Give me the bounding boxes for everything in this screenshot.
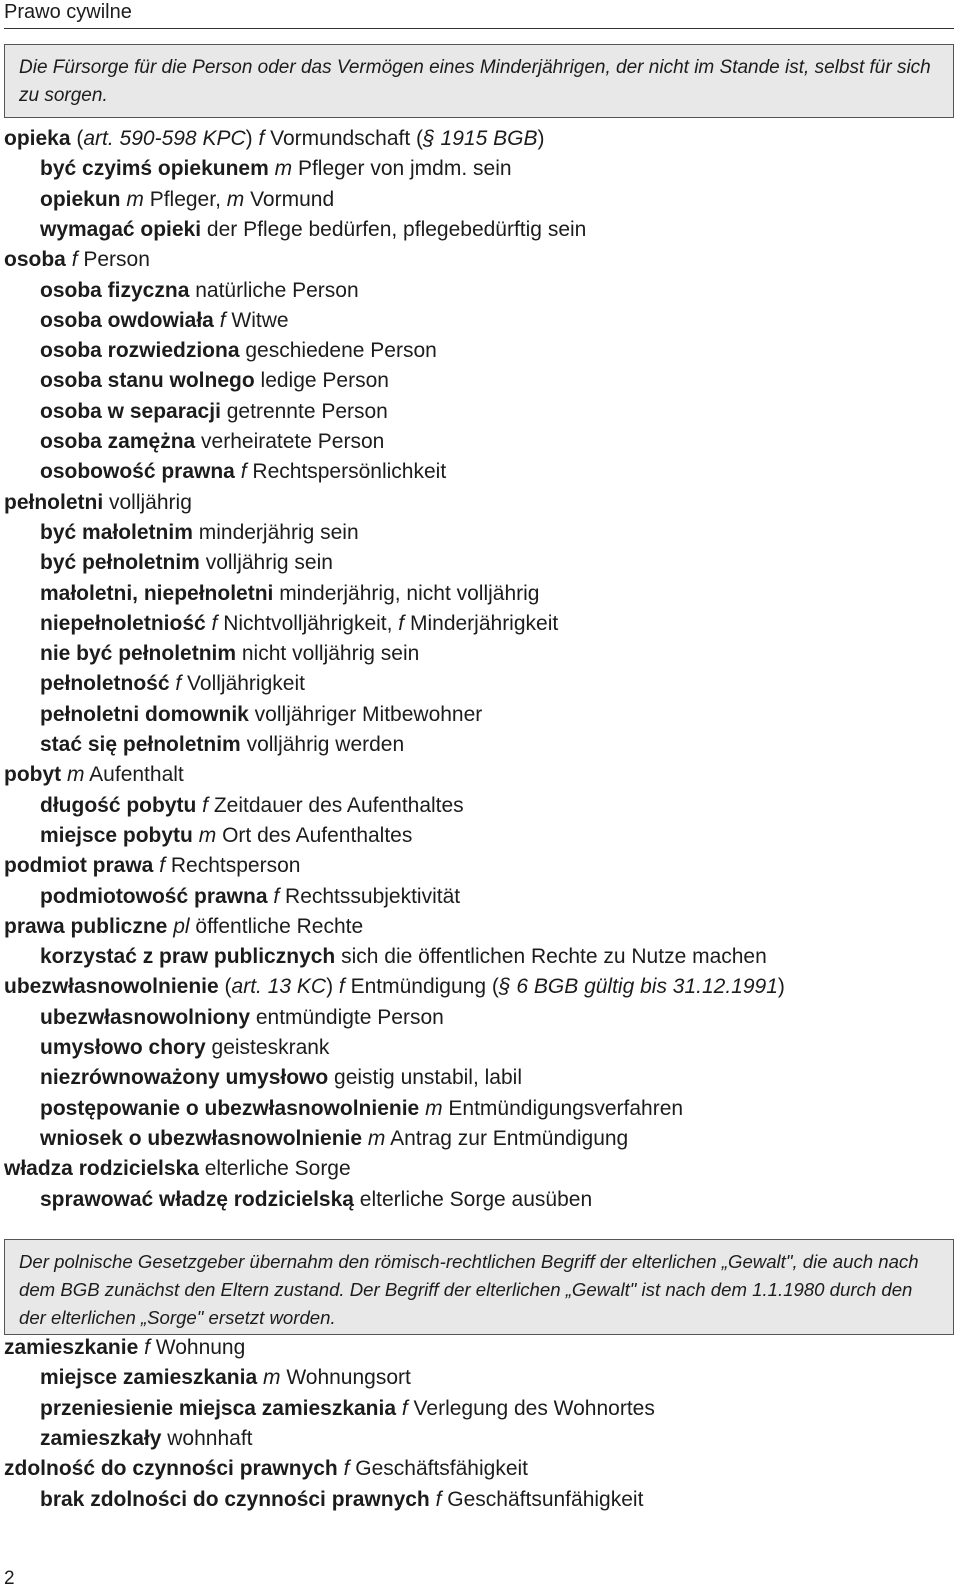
translation-text: Pfleger von jmdm. sein — [292, 157, 512, 181]
grammar-note: f — [343, 1457, 350, 1481]
translation-text: Witwe — [225, 308, 289, 332]
grammar-note: f — [202, 793, 209, 817]
headword-entry — [4, 247, 150, 273]
grammar-note: m — [198, 823, 217, 847]
term-polish: zamieszkały — [40, 1426, 162, 1450]
translation-text: geistig unstabil, labil — [328, 1066, 522, 1090]
grammar-note: f — [398, 611, 405, 635]
translation-text: Nichtvolljährigkeit, — [217, 611, 399, 635]
translation-text: Ort des Aufenthaltes — [216, 823, 413, 847]
term-polish: osoba w separacji — [40, 399, 221, 423]
translation-text: Rechtspersönlichkeit — [246, 460, 447, 484]
subentry — [40, 1487, 643, 1513]
translation-text: Antrag zur Entmündigung — [385, 1126, 629, 1150]
subentry — [40, 1426, 253, 1452]
note-box-elterliche-gewalt: Der polnische Gesetzgeber übernahm den römisch-rechtlichen Begriff der elterlichen „Gewalt", die auch nach dem BGB zunächst den Eltern zustand. Der Begriff der elterlichen „Gewalt" ist nach dem 1.1.1980 durch den der elterlichen „Sorge" ersetzt worden. — [4, 1239, 954, 1335]
headword-entry — [4, 914, 363, 940]
term-polish: opieka — [4, 127, 71, 150]
subentry — [40, 1035, 329, 1061]
grammar-note: art. 13 KC — [231, 975, 327, 999]
translation-text: Volljährigkeit — [181, 672, 305, 696]
translation-text: volljähriger Mitbewohner — [248, 702, 483, 726]
translation-text: natürliche Person — [189, 278, 359, 302]
term-polish: osoba rozwiedziona — [40, 339, 240, 363]
term-polish: osoba stanu wolnego — [40, 369, 255, 393]
translation-text: verheiratete Person — [195, 430, 385, 453]
term-polish: zamieszkanie — [4, 1336, 139, 1359]
grammar-note: f — [258, 127, 265, 150]
translation-text: sich die öffentlichen Rechte zu Nutze machen — [335, 945, 767, 969]
term-polish: nie być pełnoletnim — [40, 642, 237, 666]
translation-text: Wohnung — [149, 1336, 246, 1359]
subentry — [40, 1096, 683, 1122]
grammar-note: m — [126, 187, 144, 211]
term-polish: pełnoletni — [4, 490, 104, 514]
grammar-note: m — [367, 1126, 386, 1150]
term-polish: osoba zamężna — [40, 430, 196, 453]
grammar-note: f — [240, 460, 247, 484]
translation-text: volljährig — [103, 490, 192, 514]
grammar-note: f — [338, 975, 345, 999]
page-number: 2 — [4, 1568, 15, 1589]
subentry — [40, 550, 333, 576]
term-polish: podmiot prawa — [4, 854, 154, 878]
subentry — [40, 1126, 628, 1152]
grammar-note: m — [67, 763, 85, 787]
term-polish: pełnoletność — [40, 672, 170, 696]
translation-text: geschiedene Person — [239, 339, 437, 363]
translation-text: elterliche Sorge ausüben — [353, 1187, 593, 1211]
term-polish: osoba — [4, 248, 66, 272]
translation-text: öffentliche Rechte — [189, 914, 364, 938]
translation-text: Wohnungsort — [280, 1366, 411, 1390]
headword-entry — [4, 853, 300, 879]
subentry — [40, 459, 446, 485]
subentry — [40, 1365, 411, 1391]
translation-text: Geschäftsfähigkeit — [349, 1457, 529, 1481]
header-divider — [4, 28, 954, 29]
grammar-note: f — [435, 1487, 442, 1511]
headword-entry — [4, 1156, 351, 1182]
term-polish: przeniesienie miejsca zamieszkania — [40, 1396, 397, 1420]
term-polish: władza rodzicielska — [4, 1157, 199, 1181]
term-polish: brak zdolności do czynności prawnych — [40, 1487, 430, 1511]
subentry — [40, 884, 460, 910]
translation-text: Rechtssubjektivität — [279, 884, 461, 908]
grammar-note: § 1915 BGB — [423, 127, 538, 150]
subentry — [40, 1396, 655, 1422]
headword-entry — [4, 762, 184, 788]
subentry — [40, 429, 384, 455]
subentry — [40, 368, 389, 394]
subentry — [40, 187, 334, 213]
term-polish: niepełnoletniość — [40, 611, 206, 635]
term-polish: osoba fizyczna — [40, 278, 190, 302]
grammar-note: m — [226, 187, 245, 211]
grammar-note: f — [159, 854, 166, 878]
term-polish: osobowość prawna — [40, 460, 235, 484]
term-polish: podmiotowość prawna — [40, 884, 268, 908]
term-polish: miejsce zamieszkania — [40, 1366, 258, 1390]
subentry — [40, 308, 289, 334]
term-polish: pobyt — [4, 763, 62, 787]
translation-text: Zeitdauer des Aufenthaltes — [208, 793, 464, 817]
translation-text: wohnhaft — [161, 1426, 253, 1450]
grammar-note: art. 590-598 KPC — [83, 127, 246, 150]
subentry — [40, 1187, 592, 1213]
running-header: Prawo cywilne — [4, 1, 132, 23]
term-polish: być małoletnim — [40, 520, 193, 544]
term-polish: małoletni, niepełnoletni — [40, 581, 274, 605]
subentry — [40, 520, 359, 546]
translation-text: geisteskrank — [205, 1036, 330, 1059]
subentry — [40, 1005, 444, 1031]
grammar-note: f — [401, 1396, 408, 1420]
term-polish: pełnoletni domownik — [40, 702, 249, 726]
term-polish: ubezwłasnowolniony — [40, 1005, 251, 1029]
grammar-note: m — [274, 157, 293, 181]
translation-text: Entmündigungsverfahren — [442, 1096, 684, 1120]
headword-entry — [4, 490, 192, 516]
translation-text: entmündigte Person — [250, 1005, 444, 1029]
translation-text: Verlegung des Wohnortes — [407, 1396, 655, 1420]
subentry — [40, 732, 404, 758]
grammar-note: f — [144, 1336, 150, 1359]
grammar-note: m — [425, 1096, 443, 1120]
translation-text: Minderjährigkeit — [404, 611, 559, 635]
term-polish: miejsce pobytu — [40, 823, 193, 847]
headword-entry — [4, 1335, 245, 1361]
grammar-note: f — [71, 248, 78, 272]
translation-text: ( — [70, 127, 84, 150]
grammar-note: f — [219, 308, 226, 332]
term-polish: korzystać z praw publicznych — [40, 945, 336, 969]
translation-text: Rechtsperson — [165, 854, 301, 878]
translation-text: Vormund — [244, 187, 335, 211]
translation-text: volljährig werden — [240, 733, 405, 756]
subentry — [40, 156, 512, 182]
subentry — [40, 611, 558, 637]
term-polish: umysłowo chory — [40, 1036, 206, 1059]
grammar-note: f — [175, 672, 182, 696]
translation-text: ledige Person — [254, 369, 389, 393]
term-polish: wymagać opieki — [40, 217, 202, 241]
translation-text: ) — [537, 127, 545, 150]
translation-text: minderjährig sein — [192, 520, 359, 544]
term-polish: być czyimś opiekunem — [40, 157, 269, 181]
term-polish: opiekun — [40, 187, 121, 211]
translation-text: elterliche Sorge — [198, 1157, 351, 1181]
subentry — [40, 338, 437, 364]
translation-text: Vormundschaft ( — [264, 127, 424, 150]
translation-text: ( — [218, 975, 232, 999]
translation-text: getrennte Person — [220, 399, 388, 423]
subentry — [40, 278, 359, 304]
translation-text: volljährig sein — [199, 551, 333, 575]
translation-text: Pfleger, — [143, 187, 227, 211]
term-polish: postępowanie o ubezwłasnowolnienie — [40, 1096, 420, 1120]
grammar-note: § 6 BGB gültig bis 31.12.1991 — [498, 975, 778, 999]
note-box-fuersorge: Die Fürsorge für die Person oder das Vermögen eines Minderjährigen, der nicht im Stande ist, selbst für sich zu sorgen. — [4, 44, 954, 118]
term-polish: ubezwłasnowolnienie — [4, 975, 219, 999]
grammar-note: pl — [173, 914, 190, 938]
subentry — [40, 217, 586, 243]
subentry — [40, 581, 539, 607]
grammar-note: f — [273, 884, 280, 908]
translation-text: Entmündigung ( — [344, 975, 499, 999]
translation-text: nicht volljährig sein — [236, 642, 420, 666]
subentry — [40, 399, 388, 425]
subentry — [40, 641, 419, 667]
term-polish: być pełnoletnim — [40, 551, 200, 575]
subentry — [40, 671, 305, 697]
translation-text: ) — [326, 975, 339, 999]
subentry — [40, 1065, 522, 1091]
headword-entry — [4, 974, 785, 1000]
headword-entry — [4, 126, 544, 152]
term-polish: długość pobytu — [40, 793, 197, 817]
term-polish: niezrównoważony umysłowo — [40, 1066, 329, 1090]
translation-text: Person — [77, 248, 150, 272]
translation-text: minderjährig, nicht volljährig — [273, 581, 540, 605]
translation-text: Geschäftsunfähigkeit — [441, 1487, 644, 1511]
translation-text: Aufenthalt — [84, 763, 184, 787]
translation-text: ) — [245, 127, 259, 150]
subentry — [40, 793, 464, 819]
subentry — [40, 702, 482, 728]
term-polish: wniosek o ubezwłasnowolnienie — [40, 1126, 363, 1150]
subentry — [40, 944, 767, 970]
headword-entry — [4, 1456, 528, 1482]
term-polish: prawa publiczne — [4, 914, 168, 938]
translation-text: der Pflege bedürfen, pflegebedürftig sein — [201, 217, 587, 241]
term-polish: sprawować władzę rodzicielską — [40, 1187, 354, 1211]
grammar-note: m — [262, 1366, 281, 1390]
term-polish: stać się pełnoletnim — [40, 733, 241, 756]
grammar-note: f — [211, 611, 218, 635]
subentry — [40, 823, 412, 849]
term-polish: zdolność do czynności prawnych — [4, 1457, 338, 1481]
term-polish: osoba owdowiała — [40, 308, 214, 332]
translation-text: ) — [777, 975, 785, 999]
